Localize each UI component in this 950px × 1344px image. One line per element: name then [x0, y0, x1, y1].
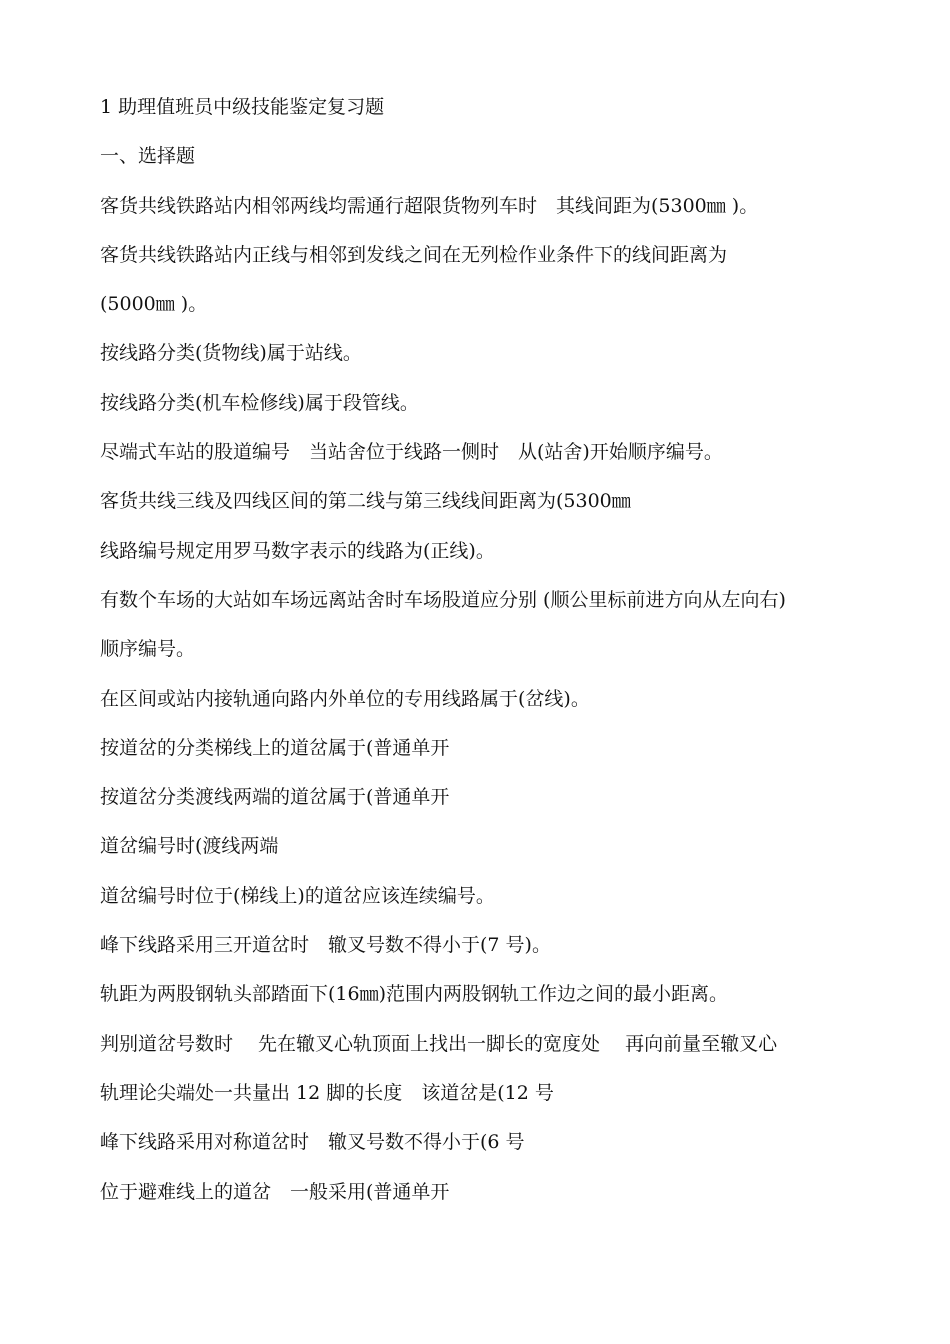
question-line: 按线路分类(机车检修线)属于段管线。: [100, 391, 419, 414]
question-line: 按道岔的分类梯线上的道岔属于(普通单开: [100, 736, 450, 759]
question-line: 峰下线路采用对称道岔时 辙叉号数不得小于(6 号: [100, 1131, 525, 1154]
document-body: [100, 90, 900, 1224]
question-line: 客货共线铁路站内正线与相邻到发线之间在无列检作业条件下的线间距离为: [100, 243, 728, 266]
document-title: 1 助理值班员中级技能鉴定复习题: [100, 96, 385, 118]
question-line: 道岔编号时位于(梯线上)的道岔应该连续编号。: [100, 884, 495, 907]
question-line: 按道岔分类渡线两端的道岔属于(普通单开: [100, 786, 450, 809]
question-line: 尽端式车站的股道编号 当站舍位于线路一侧时 从(站舍)开始顺序编号。: [100, 441, 723, 464]
question-line: 判别道岔号数时 先在辙叉心轨顶面上找出一脚长的宽度处 再向前量至辙叉心: [100, 1032, 778, 1055]
question-line: 客货共线铁路站内相邻两线均需通行超限货物列车时 其线间距为(5300㎜ )。: [100, 194, 759, 217]
question-line: 顺序编号。: [100, 638, 196, 661]
question-line: 位于避难线上的道岔 一般采用(普通单开: [100, 1180, 450, 1203]
question-line: 轨理论尖端处一共量出 12 脚的长度 该道岔是(12 号: [100, 1081, 554, 1104]
question-line: 在区间或站内接轨通向路内外单位的专用线路属于(岔线)。: [100, 687, 590, 710]
question-line: 客货共线三线及四线区间的第二线与第三线线间距离为(5300㎜: [100, 490, 631, 513]
question-line: 有数个车场的大站如车场远离站舍时车场股道应分别 (顺公里标前进方向从左向右): [100, 588, 786, 611]
section-heading: 一、选择题: [100, 145, 196, 168]
question-line: 道岔编号时(渡线两端: [100, 835, 279, 858]
question-line: 轨距为两股钢轨头部踏面下(16㎜)范围内两股钢轨工作边之间的最小距离。: [100, 983, 729, 1006]
question-line: 线路编号规定用罗马数字表示的线路为(正线)。: [100, 539, 495, 562]
question-line: (5000㎜ )。: [100, 293, 208, 316]
question-line: 峰下线路采用三开道岔时 辙叉号数不得小于(7 号)。: [100, 934, 551, 957]
question-line: 按线路分类(货物线)属于站线。: [100, 342, 362, 365]
